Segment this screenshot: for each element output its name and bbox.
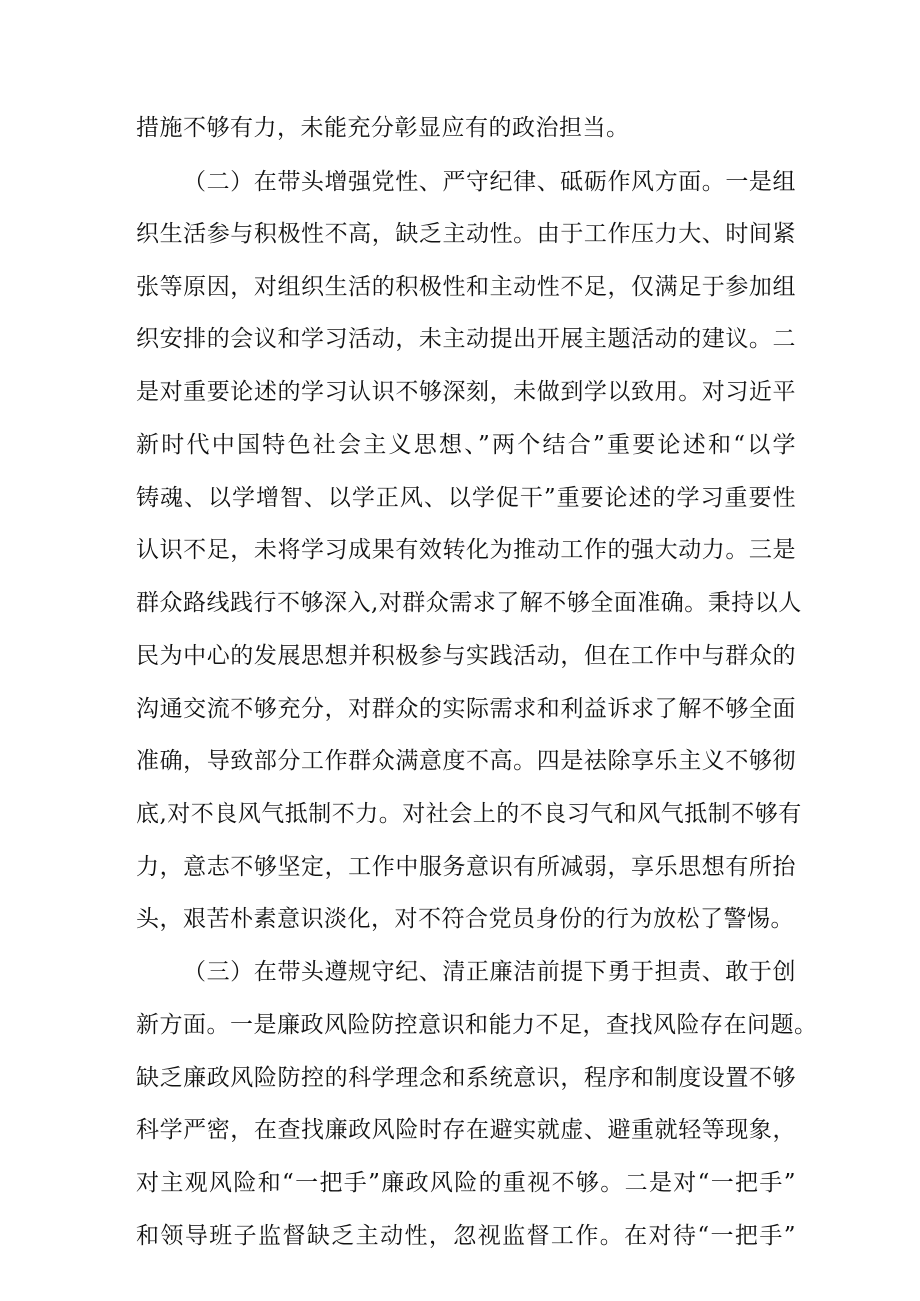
section-heading-line: （二）在带头增强党性、严守纪律、砥砺作风方面。一是组: [183, 169, 796, 195]
text-line: 科学严密，在查找廉政风险时存在避实就虚、避重就轻等现象，: [136, 1117, 796, 1143]
text-line: 准确，导致部分工作群众满意度不高。四是祛除享乐主义不够彻: [136, 748, 796, 774]
text-line: 是对重要论述的学习认识不够深刻，未做到学以致用。对习近平: [136, 379, 796, 405]
text-line: 力，意志不够坚定，工作中服务意识有所减弱，享乐思想有所抬: [136, 854, 796, 880]
text-line: 张等原因，对组织生活的积极性和主动性不足，仅满足于参加组: [136, 274, 796, 300]
text-line: 群众路线践行不够深入,对群众需求了解不够全面准确。秉持以人: [136, 590, 802, 616]
text-line: 缺乏廉政风险防控的科学理念和系统意识，程序和制度设置不够: [136, 1065, 796, 1091]
text-line: 铸魂、以学增智、以学正风、以学促干”重要论述的学习重要性: [136, 485, 796, 511]
text-line: 认识不足，未将学习成果有效转化为推动工作的强大动力。三是: [136, 537, 796, 563]
text-line: 织安排的会议和学习活动，未主动提出开展主题活动的建议。二: [136, 326, 796, 352]
text-line: 措施不够有力，未能充分彰显应有的政治担当。: [136, 115, 630, 141]
text-line: 新时代中国特色社会主义思想、”两个结合”重要论述和“以学: [136, 432, 796, 458]
text-line: 新方面。一是廉政风险防控意识和能力不足，查找风险存在问题。: [136, 1012, 818, 1038]
text-line: 沟通交流不够充分，对群众的实际需求和利益诉求了解不够全面: [136, 696, 796, 722]
text-line: 织生活参与积极性不高，缺乏主动性。由于工作压力大、时间紧: [136, 221, 796, 247]
text-line: 民为中心的发展思想并积极参与实践活动，但在工作中与群众的: [136, 643, 796, 669]
text-line: 和领导班子监督缺乏主动性，忽视监督工作。在对待“一把手”: [136, 1223, 796, 1249]
text-line: 头，艰苦朴素意识淡化，对不符合党员身份的行为放松了警惕。: [136, 906, 794, 932]
section-heading-line: （三）在带头遵规守纪、清正廉洁前提下勇于担责、敢于创: [183, 959, 796, 985]
text-line: 底,对不良风气抵制不力。对社会上的不良习气和风气抵制不够有: [136, 801, 802, 827]
text-line: 对主观风险和“一把手”廉政风险的重视不够。二是对“一把手”: [136, 1170, 796, 1196]
